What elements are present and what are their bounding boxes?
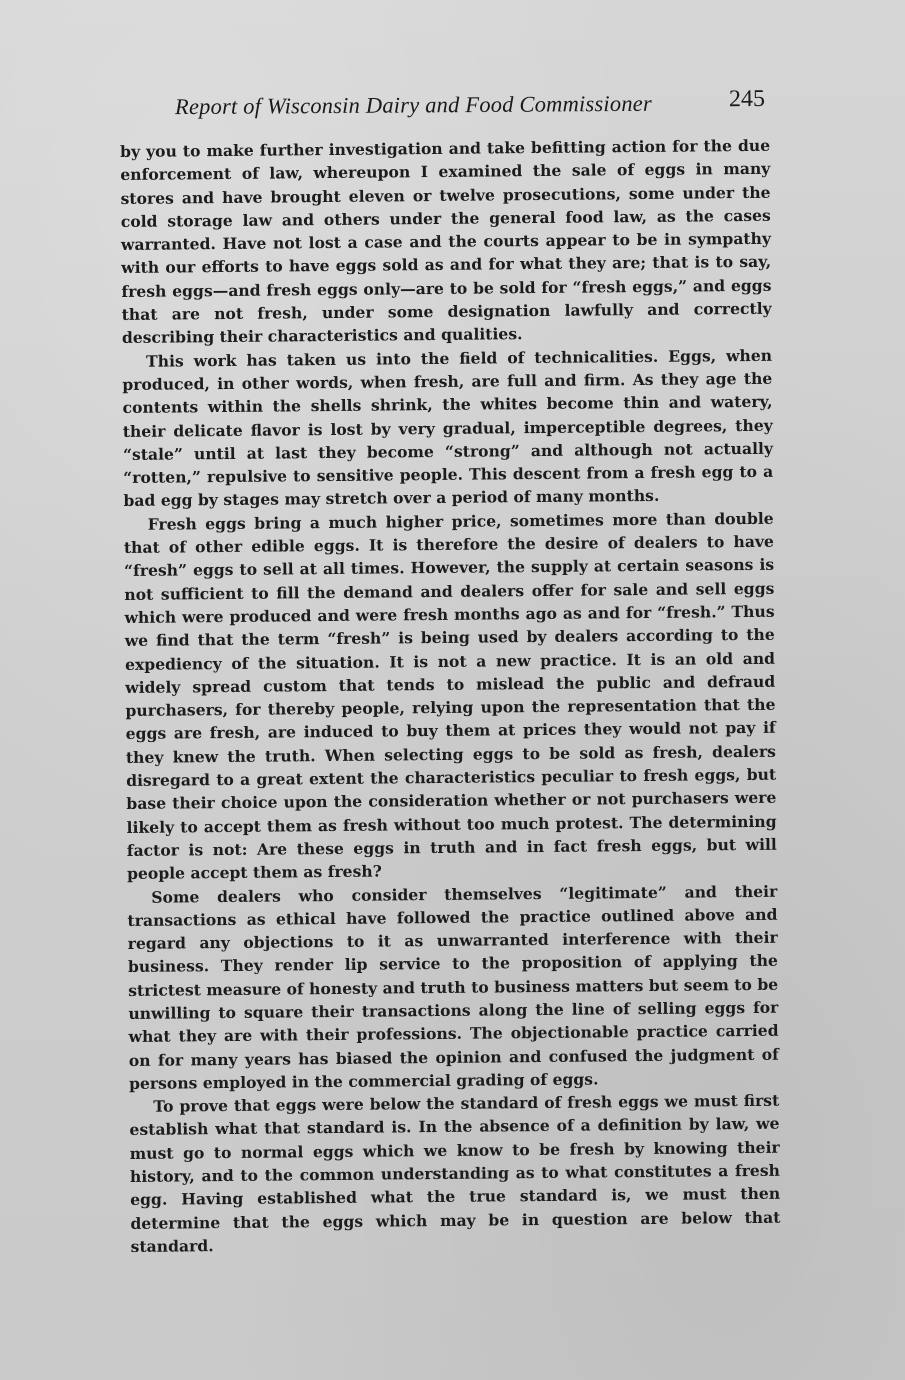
page-number: 245 [728,85,766,113]
page-header [175,86,775,130]
paragraph: To prove that eggs were below the standard of fresh eggs we must first establish what that standard is. In the absence of a definition by law, we must go to normal eggs which we know to be fresh by knowing their history, and to the common understanding as to what constitutes a fresh egg. Having established what the true standard is, we must then determine that the eggs which may be in question are below that standard. [129,1090,781,1256]
body-text [120,134,781,1258]
paragraph: This work has taken us into the field of technicalities. Eggs, when produced, in other words, when fresh, are full and firm. As they age the contents within the shells shrink, the whites become thin and watery, their delicate flavor is lost by very gradual, imperceptible degrees, they “stale” until at last they become “strong” and although not actually “rotten,” repulsive to sensitive people. This descent from a fresh egg to a bad egg by stages may stretch over a period of many months. [122,345,774,511]
paragraph: Fresh eggs bring a much higher price, sometimes more than double that of other edible eggs. It is therefore the desire of dealers to have “fresh” eggs to sell at all times. However, the supply at certain seasons is not sufficient to fill the demand and dealers offer for sale and sell eggs which were produced and were fresh months ago as and for “fresh.” Thus we find that the term “fresh” is being used by dealers according to the expediency of the situation. It is not a new practice. It is an old and widely spread custom that tends to mislead the public and defraud purchasers, for thereby people, relying upon the representation that the eggs are fresh, are induced to buy them at prices they would not pay if they knew the truth. When selecting eggs to be sold as fresh, dealers disregard to a great extent the characteristics peculiar to fresh eggs, but base their choice upon the consideration whether or not purchasers were likely to accept them as fresh without too much protest. The determining factor is not: Are these eggs in truth and in fact fresh eggs, but will people accept them as fresh? [123,508,777,884]
paragraph-continued: by you to make further investigation and take befitting action for the due enforcement of law, whereupon I examined the sale of eggs in many stores and have brought eleven or twelve prosecutions, some under the cold storage law and others under the general food law, as the cases warranted. Have not lost a case and the courts appear to be in sympathy with our efforts to have eggs sold as and for what they are; that is to say, fresh eggs—and fresh eggs only—are to be sold for “fresh eggs,” and eggs that are not fresh, under some designation lawfully and correctly describing their characteristics and qualities. [120,135,772,348]
running-head: Report of Wisconsin Dairy and Food Commissioner [174,90,652,120]
paragraph: Some dealers who consider themselves “legitimate” and their transactions as ethical have followed the practice outlined above and regard any objections to it as unwarranted interference with their business. They render lip service to the proposition of applying the strictest measure of honesty and truth to business matters but seem to be unwilling to square their transactions along the line of selling eggs for what they are with their professions. The objectionable practice carried on for many years has biased the opinion and confused the judgment of persons employed in the commercial grading of eggs. [127,881,779,1093]
